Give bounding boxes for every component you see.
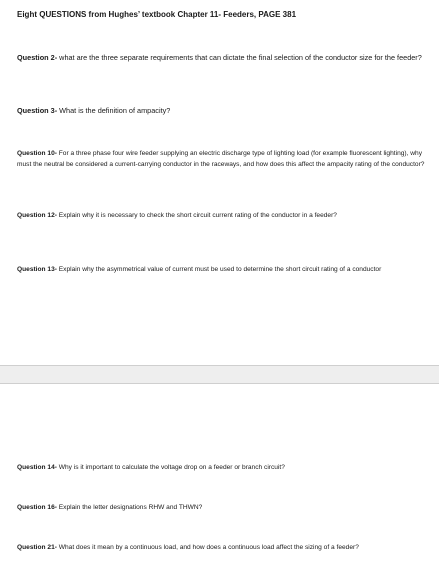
question-12 xyxy=(17,210,429,222)
question-14 xyxy=(17,462,429,474)
document-title: Eight QUESTIONS from Hughes’ textbook Chapter 11- Feeders, PAGE 381 xyxy=(17,10,297,19)
question-label: Question 10- xyxy=(17,150,57,157)
question-text: What is the definition of ampacity? xyxy=(57,106,171,115)
question-label: Question 2- xyxy=(17,53,58,62)
question-2 xyxy=(17,51,429,64)
question-text: Explain why it is necessary to check the short circuit current rating of the conductor in a feeder? xyxy=(56,212,337,219)
page-break xyxy=(0,365,439,384)
document-page-2 xyxy=(0,384,439,585)
question-label: Question 3- xyxy=(17,106,58,115)
question-text: What does it mean by a continuous load, and how does a continuous load affect the sizing of a feeder? xyxy=(56,544,359,551)
question-21 xyxy=(17,542,429,554)
question-text: Explain the letter designations RHW and THWN? xyxy=(56,504,203,511)
question-3 xyxy=(17,105,429,117)
question-text: Explain why the asymmetrical value of current must be used to determine the short circuit rating of a conductor xyxy=(56,266,382,273)
question-text: For a three phase four wire feeder supplying an electric discharge type of lighting load (for example fluorescent lighting), why must the neutral be considered a current-carrying conductor in the raceways, and how does this affect the ampacity rating of the conductor? xyxy=(17,150,425,168)
question-label: Question 14- xyxy=(17,464,57,471)
question-label: Question 21- xyxy=(17,544,57,551)
question-10 xyxy=(17,148,429,170)
question-text: Why is it important to calculate the voltage drop on a feeder or branch circuit? xyxy=(56,464,285,471)
question-16 xyxy=(17,502,429,514)
question-label: Question 13- xyxy=(17,266,57,273)
question-text: what are the three separate requirements that can dictate the final selection of the conductor size for the feeder? xyxy=(57,53,422,62)
question-13 xyxy=(17,264,429,276)
question-label: Question 12- xyxy=(17,212,57,219)
question-label: Question 16- xyxy=(17,504,57,511)
